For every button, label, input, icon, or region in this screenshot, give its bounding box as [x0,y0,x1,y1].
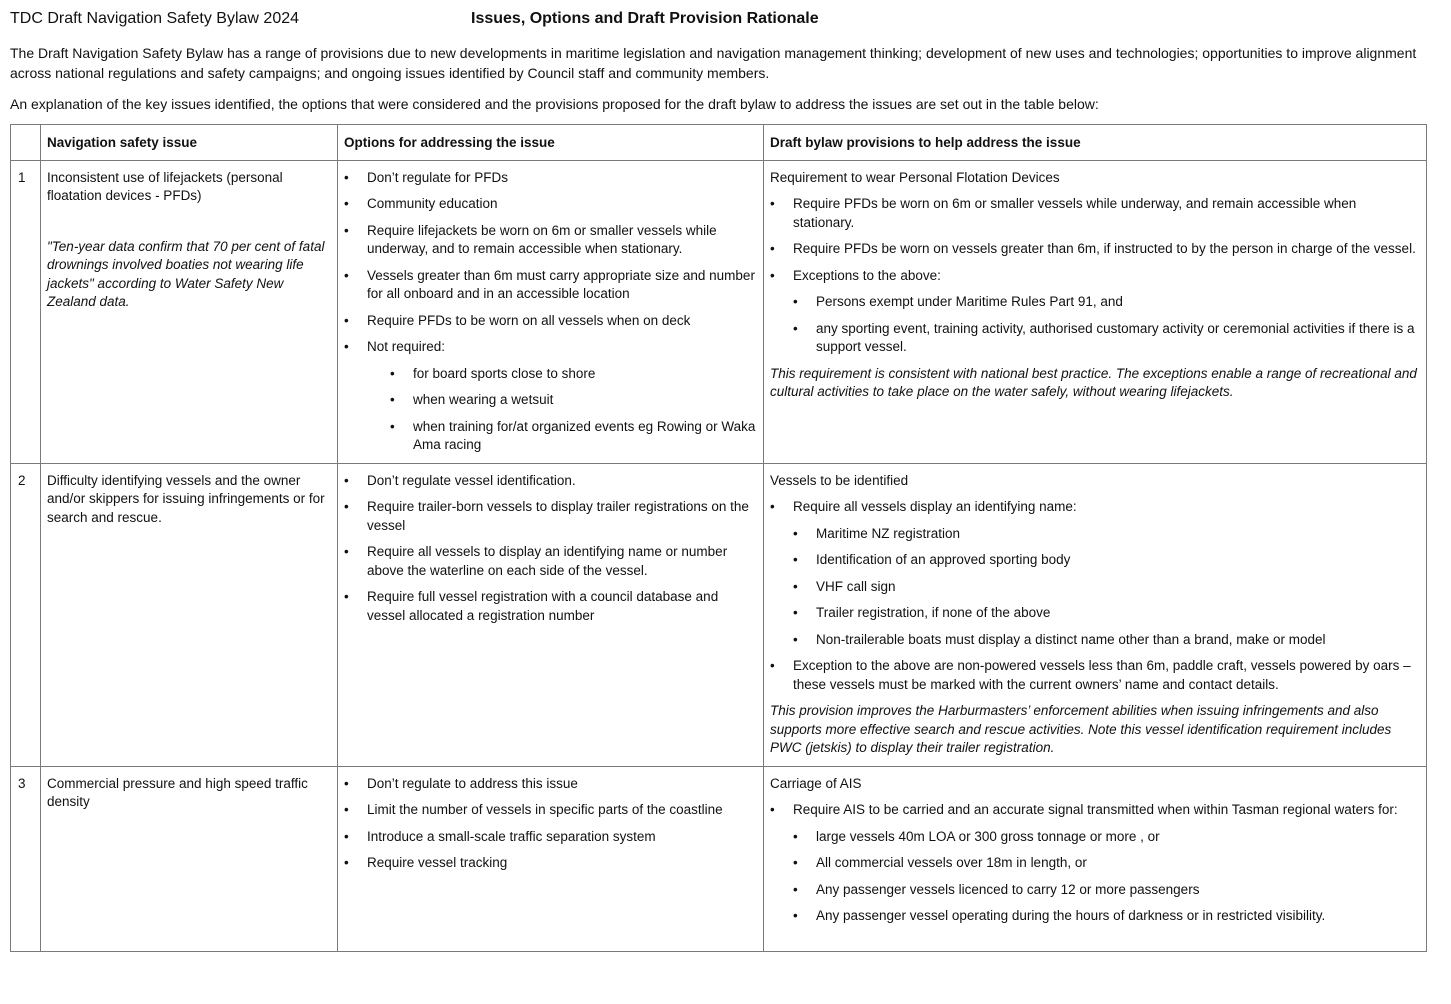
options-cell [338,160,764,463]
options-cell [338,766,764,951]
issue-text: Commercial pressure and high speed traffic density [47,775,308,809]
header-issue: Navigation safety issue [41,125,338,161]
provision-note: This requirement is consistent with national best practice. The exceptions enable a range of recreational and cultural activities to take place on the water safely, without wearing lifejackets. [770,365,1417,399]
issue-cell [41,463,338,766]
list-item: • Vessels greater than 6m must carry appropriate size and number for all onboard and in an accessible location [344,267,757,304]
provisions-list [770,195,1420,285]
provisions-sublist [770,525,1420,650]
list-item: • Not required: [344,338,757,357]
list-item: • Require lifejackets be worn on 6m or smaller vessels while underway, and to remain accessible when stationary. [344,222,757,259]
list-item: • Trailer registration, if none of the above [793,604,1420,623]
list-item: • Require PFDs be worn on vessels greater than 6m, if instructed to by the person in charge of the vessel. [770,240,1420,259]
intro-paragraph: An explanation of the key issues identified, the options that were considered and the provisions proposed for the draft bylaw to address the issues are set out in the table below: [10,96,1099,112]
options-sublist [344,365,757,455]
list-item: • for board sports close to shore [390,365,757,384]
list-item: • Limit the number of vessels in specific parts of the coastline [344,801,757,820]
intro-paragraph: The Draft Navigation Safety Bylaw has a range of provisions due to new developments in maritime legislation and navigation management thinking; development of new uses and technologies; opportunities to improve alignment across national regulations and safety campaigns; and ongoing issues identified by Council staff and community members. [10,45,1417,81]
page-header [10,10,1430,32]
provisions-cell [764,160,1427,463]
options-list [344,775,757,873]
list-item: • Require trailer-born vessels to display trailer registrations on the vessel [344,498,757,535]
list-item: • All commercial vessels over 18m in length, or [793,854,1420,873]
list-item: • Introduce a small-scale traffic separation system [344,828,757,847]
list-item: • Community education [344,195,757,214]
issues-table [10,124,1427,952]
header-options: Options for addressing the issue [338,125,764,161]
list-item: • Require PFDs be worn on 6m or smaller vessels while underway, and remain accessible when stationary. [770,195,1420,232]
document-title: TDC Draft Navigation Safety Bylaw 2024 [10,10,300,27]
row-number: 2 [11,463,41,766]
list-item: • Exception to the above are non-powered vessels less than 6m, paddle craft, vessels powered by oars – these vessels must be marked with the current owners’ name and contact details. [770,657,1420,694]
list-item: • Any passenger vessels licenced to carry 12 or more passengers [793,881,1420,900]
list-item: • Require PFDs to be worn on all vessels when on deck [344,312,757,331]
issue-cell [41,160,338,463]
options-cell [338,463,764,766]
list-item: • VHF call sign [793,578,1420,597]
list-item: • Don’t regulate to address this issue [344,775,757,794]
list-item: • Persons exempt under Maritime Rules Part 91, and [793,293,1420,312]
table-row [11,766,1427,951]
provision-heading: Vessels to be identified [770,472,909,488]
header-number [11,125,41,161]
options-list [344,472,757,626]
list-item: • Require full vessel registration with a council database and vessel allocated a registration number [344,588,757,625]
provision-heading: Requirement to wear Personal Flotation Devices [770,169,1060,185]
list-item: • Maritime NZ registration [793,525,1420,544]
list-item: • any sporting event, training activity, authorised customary activity or ceremonial activities if there is a support vessel. [793,320,1420,357]
list-item: • Any passenger vessel operating during the hours of darkness or in restricted visibility. [793,907,1420,926]
issue-quote: "Ten-year data confirm that 70 per cent of fatal drownings involved boaties not wearing life jackets" according to Water Safety New Zealand data. [47,238,325,309]
list-item: • Non-trailerable boats must display a distinct name other than a brand, make or model [793,631,1420,650]
list-item: • Require vessel tracking [344,854,757,873]
list-item: • when wearing a wetsuit [390,391,757,410]
row-number: 3 [11,766,41,951]
table-row [11,160,1427,463]
list-item: • Don’t regulate vessel identification. [344,472,757,491]
provision-heading: Carriage of AIS [770,775,862,791]
list-item: • Require all vessels display an identifying name: [770,498,1420,517]
list-item: • Identification of an approved sporting body [793,551,1420,570]
list-item: • when training for/at organized events eg Rowing or Waka Ama racing [390,418,757,455]
table-row [11,463,1427,766]
table-header-row [11,125,1427,161]
list-item: • Require all vessels to display an identifying name or number above the waterline on each side of the vessel. [344,543,757,580]
header-provisions: Draft bylaw provisions to help address the issue [764,125,1427,161]
provisions-list [770,801,1420,820]
issue-text: Difficulty identifying vessels and the owner and/or skippers for issuing infringements or for search and rescue. [47,472,325,525]
list-item: • Require AIS to be carried and an accurate signal transmitted when within Tasman regional waters for: [770,801,1420,820]
issue-cell [41,766,338,951]
options-list [344,169,757,357]
provisions-list [770,498,1420,517]
issue-text: Inconsistent use of lifejackets (personal floatation devices - PFDs) [47,169,283,203]
row-number: 1 [11,160,41,463]
provisions-list [770,657,1420,694]
provisions-cell [764,463,1427,766]
provision-note: This provision improves the Harburmasters’ enforcement abilities when issuing infringements and also supports more effective search and rescue activities. Note this vessel identification requirement includes PWC (jetskis) to display their trailer registration. [770,703,1392,755]
provisions-sublist [770,828,1420,926]
list-item: • Don’t regulate for PFDs [344,169,757,188]
list-item: • large vessels 40m LOA or 300 gross tonnage or more , or [793,828,1420,847]
list-item: • Exceptions to the above: [770,267,1420,286]
intro-text [10,43,1435,114]
section-title: Issues, Options and Draft Provision Rationale [471,10,819,27]
provisions-sublist [770,293,1420,357]
provisions-cell [764,766,1427,951]
